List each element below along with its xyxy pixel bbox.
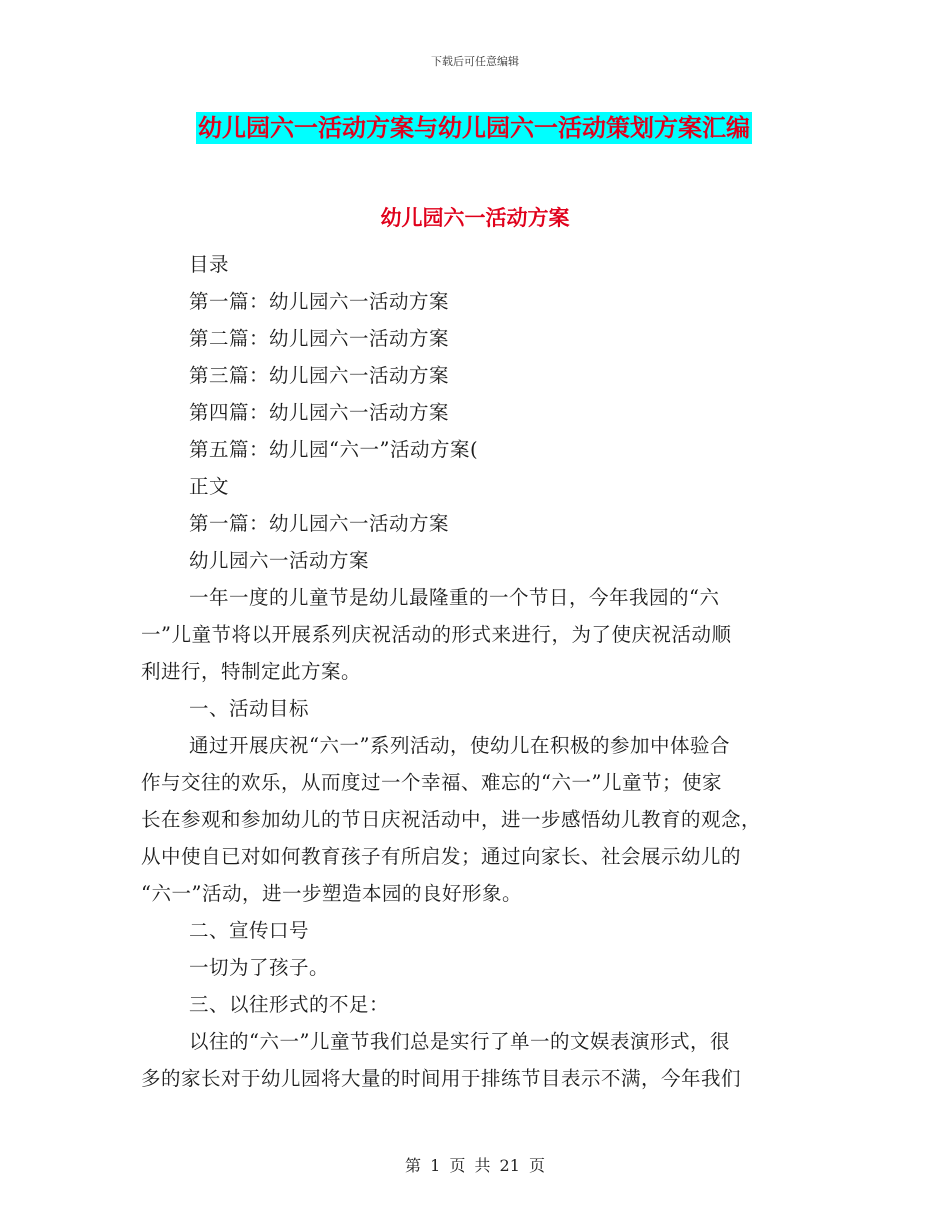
paragraph-line: 利进行，特制定此方案。 xyxy=(141,660,362,683)
paragraph-line: 多的家长对于幼儿园将大量的时间用于排练节目表示不满，今年我们 xyxy=(141,1067,742,1090)
paragraph-line: 从中使自已对如何教育孩子有所启发；通过向家长、社会展示幼儿的 xyxy=(141,845,742,868)
body-text xyxy=(141,246,801,1097)
section-heading: 三、以往形式的不足： xyxy=(189,993,390,1016)
section-heading: 一、活动目标 xyxy=(189,697,310,720)
section-title: 幼儿园六一活动方案 xyxy=(380,206,570,230)
paragraph-line: 长在参观和参加幼儿的节日庆祝活动中，进一步感悟幼儿教育的观念， xyxy=(141,808,762,831)
toc-item: 第五篇：幼儿园“六一”活动方案( xyxy=(189,438,479,461)
toc-item: 第一篇：幼儿园六一活动方案 xyxy=(189,290,450,313)
toc-heading: 目录 xyxy=(189,253,230,276)
paragraph-line: 以往的“六一”儿童节我们总是实行了单一的文娱表演形式，很 xyxy=(189,1030,730,1053)
header-note: 下载后可任意编辑 xyxy=(431,55,519,68)
chapter-title: 幼儿园六一活动方案 xyxy=(189,549,370,572)
body-heading: 正文 xyxy=(189,475,230,498)
paragraph-line: 通过开展庆祝“六一”系列活动，使幼儿在积极的参加中体验合 xyxy=(189,734,730,757)
toc-item: 第二篇：幼儿园六一活动方案 xyxy=(189,327,450,350)
paragraph-line: 一年一度的儿童节是幼儿最隆重的一个节日，今年我园的“六 xyxy=(189,586,720,609)
section-heading: 二、宣传口号 xyxy=(189,919,310,942)
paragraph-line: 一切为了孩子。 xyxy=(189,956,330,979)
page-number-footer: 第 1 页 共 21 页 xyxy=(405,1156,545,1175)
document-main-title: 幼儿园六一活动方案与幼儿园六一活动策划方案汇编 xyxy=(198,114,750,142)
paragraph-line: 作与交往的欢乐，从而度过一个幸福、难忘的“六一”儿童节；使家 xyxy=(141,771,722,794)
chapter-heading: 第一篇：幼儿园六一活动方案 xyxy=(189,512,450,535)
paragraph-line: 一”儿童节将以开展系列庆祝活动的形式来进行，为了使庆祝活动顺 xyxy=(141,623,732,646)
toc-item: 第四篇：幼儿园六一活动方案 xyxy=(189,401,450,424)
toc-item: 第三篇：幼儿园六一活动方案 xyxy=(189,364,450,387)
paragraph-line: “六一”活动，进一步塑造本园的良好形象。 xyxy=(141,882,522,905)
